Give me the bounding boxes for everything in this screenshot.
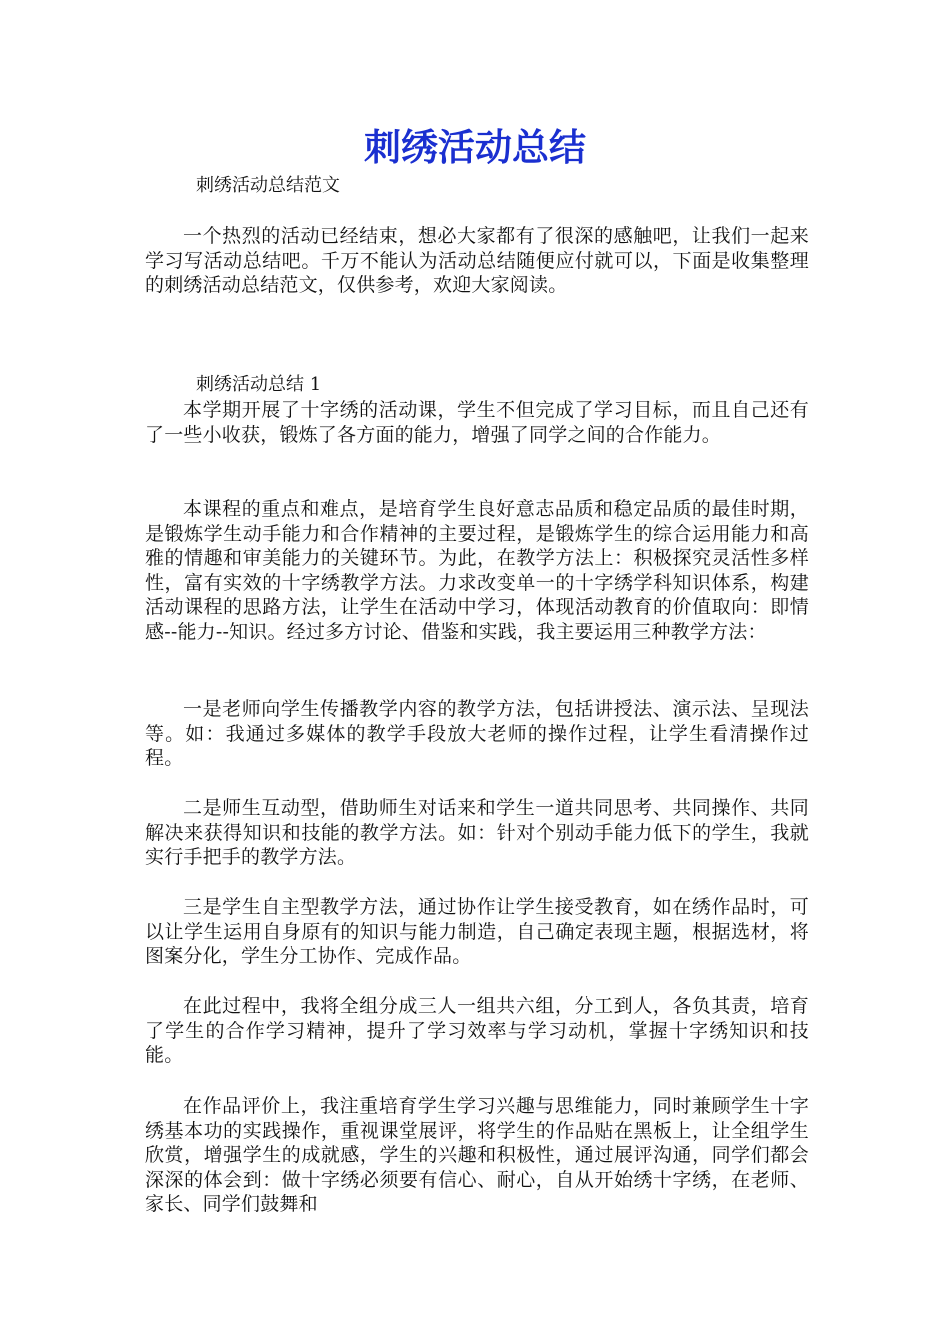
body-paragraph: 在作品评价上，我注重培育学生学习兴趣与思维能力，同时兼顾学生十字绣基本功的实践操作，重视课堂展评，将学生的作品贴在黑板上，让全组学生欣赏，增强学生的成就感，学生的兴趣和积极性，通过展评沟通，同学们都会深深的体会到：做十字绣必须要有信心、耐心，自从开始绣十字绣，在老师、家长、同学们鼓舞和 <box>145 1095 809 1216</box>
document-title: 刺绣活动总结 <box>364 126 586 169</box>
body-paragraph: 本课程的重点和难点，是培育学生良好意志品质和稳定品质的最佳时期，是锻炼学生动手能力和合作精神的主要过程，是锻炼学生的综合运用能力和高雅的情趣和审美能力的关键环节。为此，在教学方法上：积极探究灵活性多样性，富有实效的十字绣教学方法。力求改变单一的十字绣学科知识体系，构建活动课程的思路方法，让学生在活动中学习，体现活动教育的价值取向：即情感--能力--知识。经过多方讨论、借鉴和实践，我主要运用三种教学方法： <box>145 498 809 643</box>
body-paragraph: 三是学生自主型教学方法，通过协作让学生接受教育，如在绣作品时，可以让学生运用自身原有的知识与能力制造，自己确定表现主题，根据选材，将图案分化，学生分工协作、完成作品。 <box>145 896 809 968</box>
document-subtitle: 刺绣活动总结范文 <box>196 175 340 196</box>
body-paragraph: 本学期开展了十字绣的活动课，学生不但完成了学习目标，而且自己还有了一些小收获，锻炼了各方面的能力，增强了同学之间的合作能力。 <box>145 399 809 446</box>
body-paragraph: 在此过程中，我将全组分成三人一组共六组，分工到人，各负其责，培育了学生的合作学习精神，提升了学习效率与学习动机，掌握十字绣知识和技能。 <box>145 995 809 1067</box>
intro-paragraph: 一个热烈的活动已经结束，想必大家都有了很深的感触吧，让我们一起来学习写活动总结吧。千万不能认为活动总结随便应付就可以，下面是收集整理的刺绣活动总结范文，仅供参考，欢迎大家阅读。 <box>145 225 809 297</box>
body-paragraph: 二是师生互动型，借助师生对话来和学生一道共同思考、共同操作、共同解决来获得知识和技能的教学方法。如：针对个别动手能力低下的学生，我就实行手把手的教学方法。 <box>145 797 809 869</box>
body-paragraph: 一是老师向学生传播教学内容的教学方法，包括讲授法、演示法、呈现法等。如：我通过多媒体的教学手段放大老师的操作过程，让学生看清操作过程。 <box>145 698 809 770</box>
section-heading: 刺绣活动总结 1 <box>196 374 322 395</box>
